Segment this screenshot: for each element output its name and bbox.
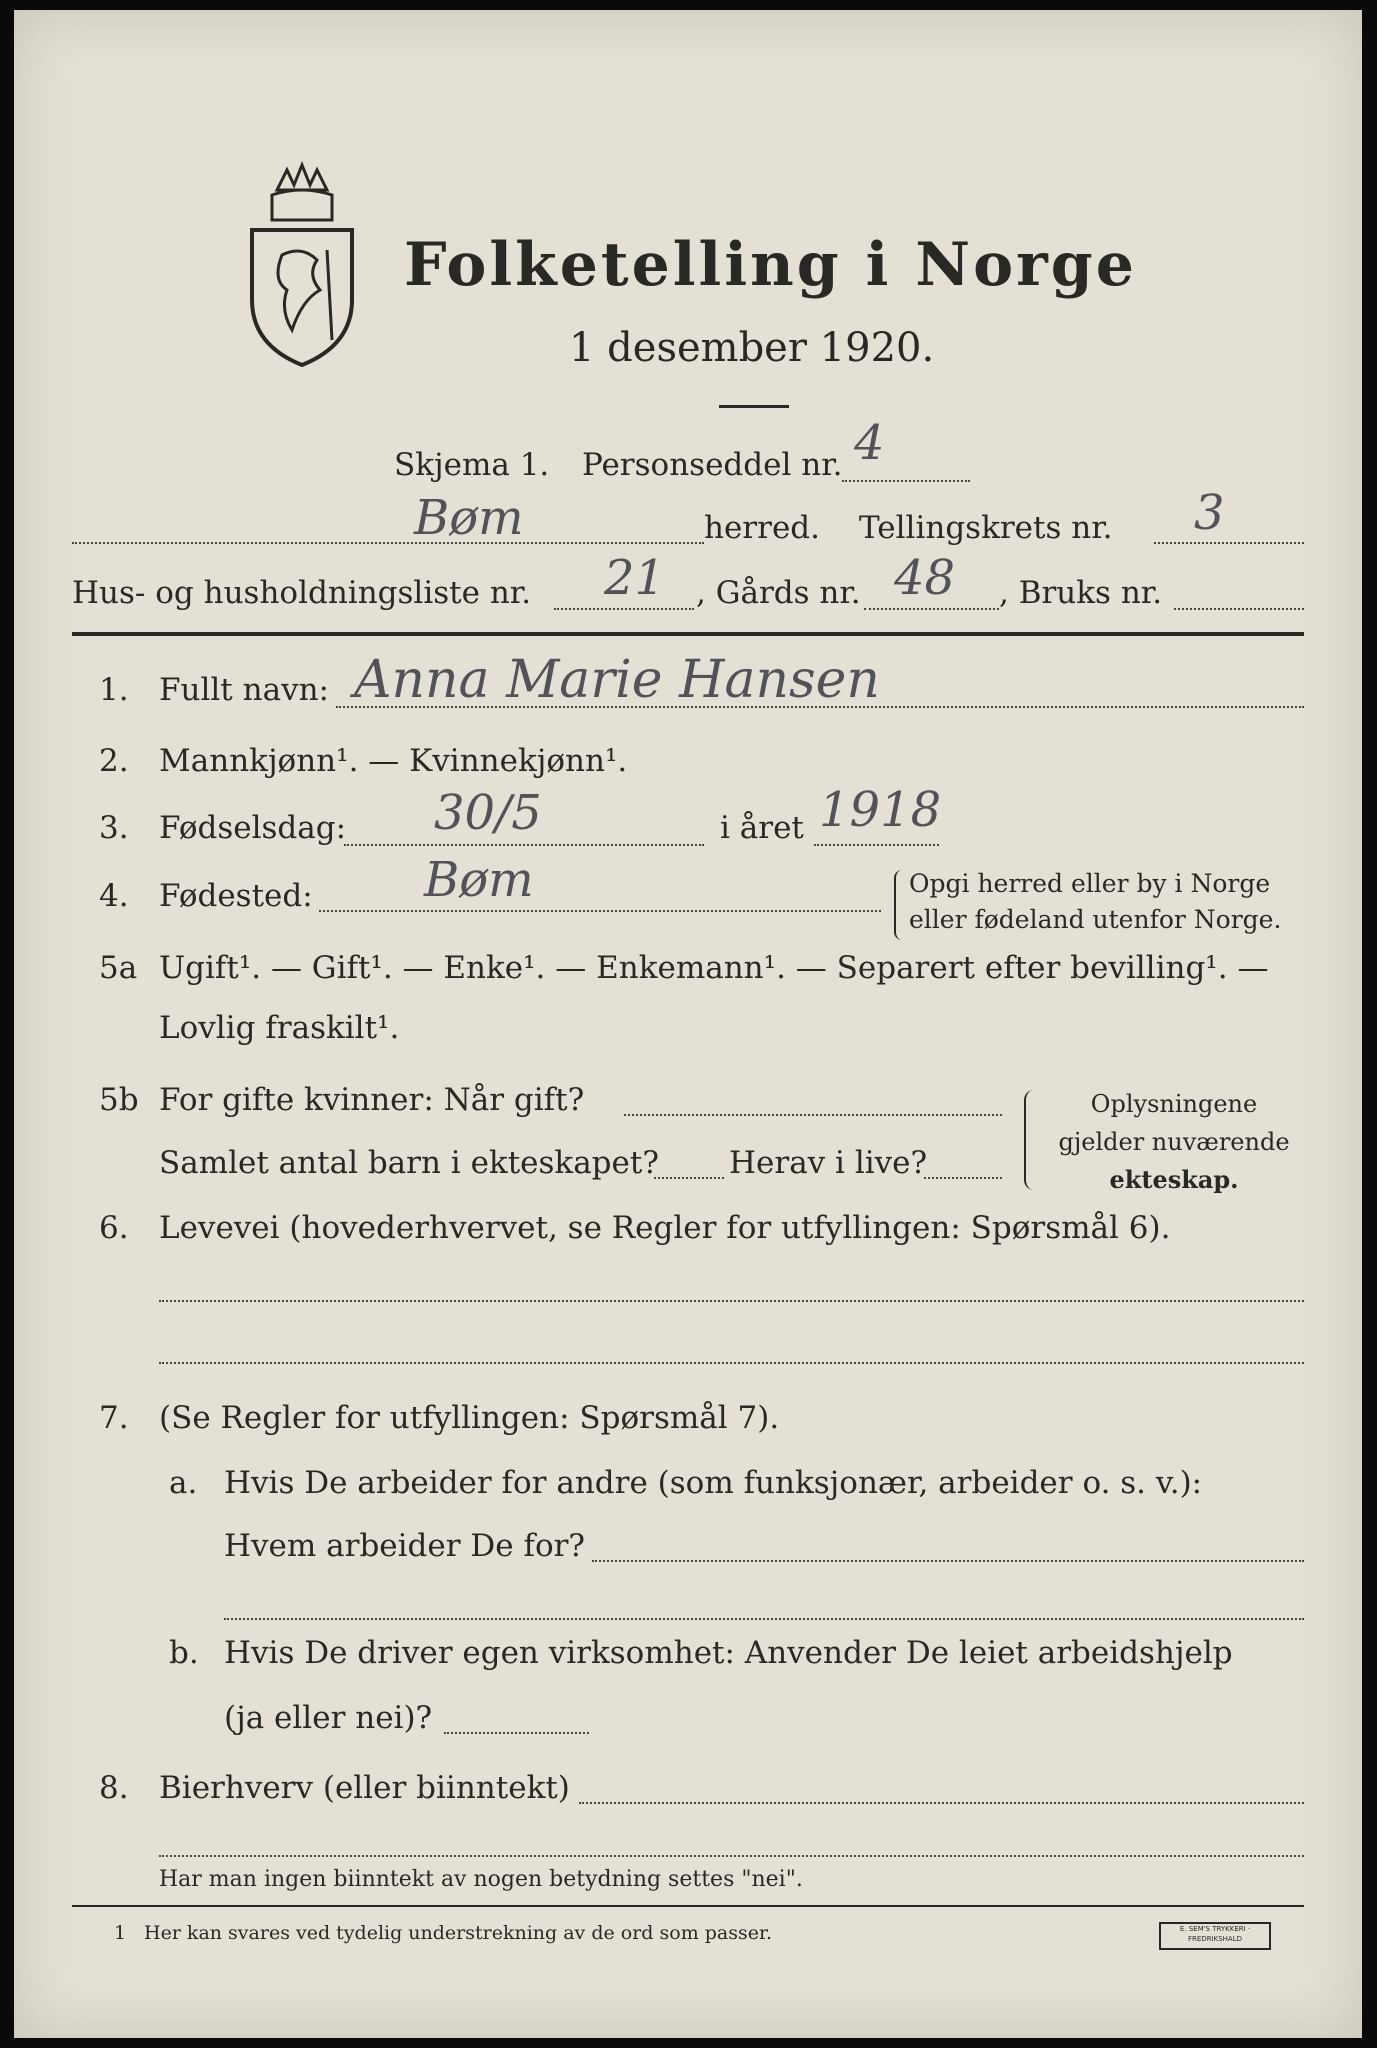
personseddel-value: 4 (854, 415, 885, 471)
birthday-value: 30/5 (434, 785, 542, 841)
footer-rule (72, 1905, 1304, 1907)
birthday-field[interactable] (344, 844, 704, 846)
title-divider (719, 405, 789, 408)
q3-year-label: i året (720, 810, 804, 846)
q8-number: 8. (99, 1770, 129, 1806)
q5b-line1: For gifte kvinner: Når gift? (159, 1082, 585, 1118)
q5a-number: 5a (99, 950, 138, 986)
norway-coat-of-arms-icon (232, 160, 372, 370)
form-title: Folketelling i Norge (404, 230, 1137, 300)
q3-label: Fødselsdag: (159, 810, 347, 846)
personseddel-label: Personseddel nr. (582, 447, 843, 483)
q7b-line1: Hvis De driver egen virksomhet: Anvender De leiet arbeidshjelp (224, 1635, 1233, 1671)
side-income-field-1[interactable] (579, 1802, 1304, 1804)
birthplace-field[interactable] (319, 910, 881, 912)
birthplace-note: Opgi herred eller by i Norge eller fødeland utenfor Norge. (909, 869, 1282, 934)
census-date: 1 desember 1920. (569, 325, 935, 371)
q2-number: 2. (99, 743, 129, 779)
herred-label: herred. (704, 510, 820, 546)
marriage-note: Oplysningene gjelder nuværende ekteskap. (1058, 1090, 1290, 1194)
q6-number: 6. (99, 1210, 129, 1246)
census-form (14, 10, 1362, 2038)
q7b-label: b. (169, 1635, 199, 1671)
gards-field[interactable] (864, 608, 999, 610)
footer-note: Har man ingen biinntekt av nogen betydning settes "nei". (159, 1867, 803, 1892)
schema-label: Skjema 1. (394, 447, 550, 483)
marital-status-options-cont[interactable]: Lovlig fraskilt¹. (159, 1010, 400, 1046)
birth-year-value: 1918 (819, 782, 942, 838)
q5b-alive-label: Herav i live? (729, 1145, 928, 1181)
header-rule (72, 632, 1304, 636)
married-when-field[interactable] (624, 1114, 1002, 1116)
side-income-field-2[interactable] (159, 1855, 1304, 1857)
employer-field-2[interactable] (224, 1618, 1304, 1620)
employer-field-1[interactable] (592, 1560, 1304, 1562)
q6-text: Levevei (hovederhvervet, se Regler for utfyllingen: Spørsmål 6). (159, 1210, 1171, 1246)
gards-label: , Gårds nr. (696, 575, 861, 611)
tellingskrets-label: Tellingskrets nr. (859, 510, 1113, 546)
full-name-value: Anna Marie Hansen (354, 650, 880, 710)
footnote-mark: 1 (114, 1922, 127, 1944)
gards-value: 48 (894, 550, 956, 606)
q7-text: (Se Regler for utfyllingen: Spørsmål 7). (159, 1400, 780, 1436)
sex-options[interactable]: Mannkjønn¹. — Kvinnekjønn¹. (159, 743, 628, 779)
q1-number: 1. (99, 672, 129, 708)
hus-value: 21 (604, 550, 666, 606)
occupation-field-2[interactable] (159, 1362, 1304, 1364)
q7b-line2: (ja eller nei)? (224, 1700, 433, 1736)
personseddel-field[interactable] (842, 480, 970, 482)
herred-field[interactable] (72, 542, 704, 544)
birthplace-note-brace (894, 870, 904, 940)
birthplace-value: Bøm (424, 852, 534, 908)
children-alive-field[interactable] (924, 1177, 1002, 1179)
q4-number: 4. (99, 878, 129, 914)
q7-number: 7. (99, 1400, 129, 1436)
tellingskrets-field[interactable] (1154, 542, 1304, 544)
q1-label: Fullt navn: (159, 672, 329, 708)
hus-label: Hus- og husholdningsliste nr. (72, 575, 532, 611)
q5b-children-label: Samlet antal barn i ekteskapet? (159, 1145, 659, 1181)
children-total-field[interactable] (654, 1177, 724, 1179)
q7a-label: a. (169, 1465, 198, 1501)
hired-help-field[interactable] (444, 1732, 589, 1734)
q3-number: 3. (99, 810, 129, 846)
printer-stamp: E. SEM'S TRYKKERI · FREDRIKSHALD (1159, 1922, 1271, 1950)
tellingskrets-value: 3 (1194, 485, 1225, 541)
occupation-field-1[interactable] (159, 1300, 1304, 1302)
q7a-line1: Hvis De arbeider for andre (som funksjonær, arbeider o. s. v.): (224, 1465, 1203, 1501)
q7a-line2: Hvem arbeider De for? (224, 1528, 586, 1564)
herred-value: Bøm (414, 490, 524, 546)
marriage-note-brace (1024, 1090, 1036, 1190)
footnote-text: Her kan svares ved tydelig understrekning av de ord som passer. (144, 1922, 773, 1944)
birth-year-field[interactable] (814, 844, 939, 846)
bruks-label: , Bruks nr. (999, 575, 1163, 611)
hus-field[interactable] (554, 608, 694, 610)
q8-label: Bierhverv (eller biinntekt) (159, 1770, 570, 1806)
marital-status-options[interactable]: Ugift¹. — Gift¹. — Enke¹. — Enkemann¹. — Separert efter bevilling¹. — (159, 950, 1269, 986)
q5b-number: 5b (99, 1082, 139, 1118)
bruks-field[interactable] (1174, 608, 1304, 610)
q4-label: Fødested: (159, 878, 313, 914)
